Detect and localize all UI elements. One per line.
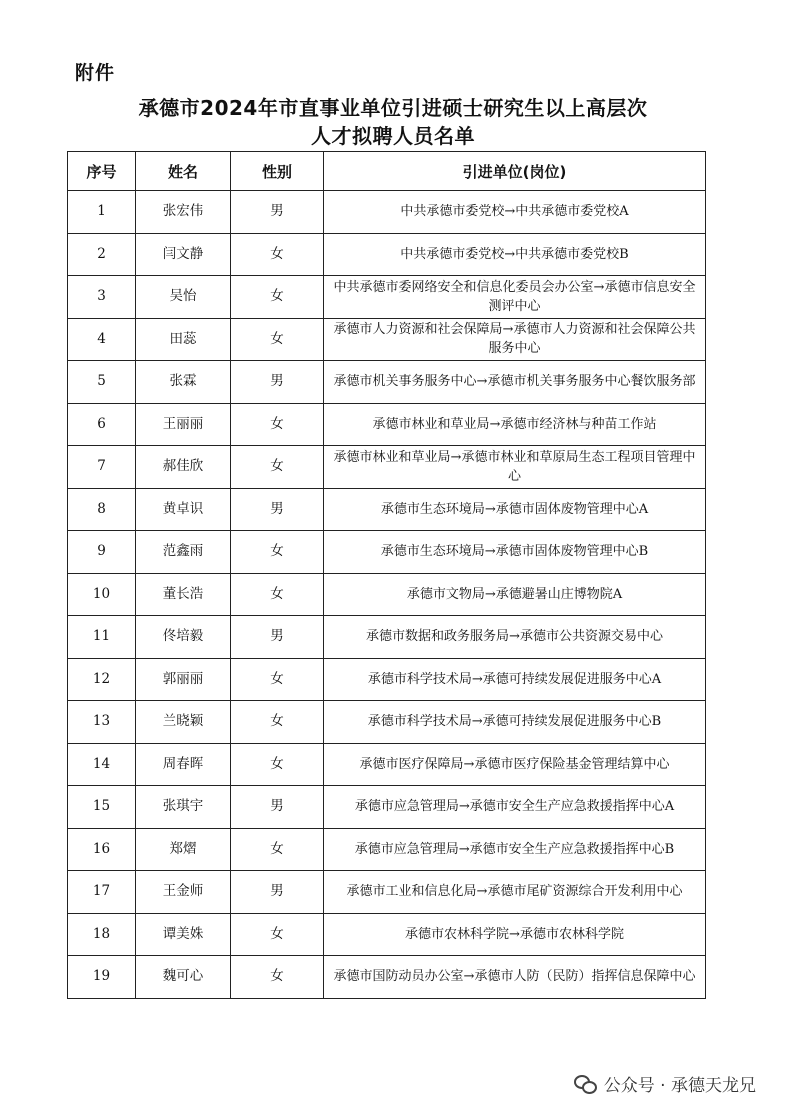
cell-name: 闫文静 xyxy=(136,233,231,276)
document-title-line1: 承德市2024年市直事业单位引进硕士研究生以上高层次 xyxy=(138,96,648,120)
table-row xyxy=(68,701,706,744)
cell-gender: 女 xyxy=(231,573,324,616)
cell-name: 郭丽丽 xyxy=(136,658,231,701)
cell-name: 吴怡 xyxy=(136,276,231,319)
cell-index: 11 xyxy=(68,616,136,659)
cell-gender: 女 xyxy=(231,446,324,489)
table-row xyxy=(68,956,706,999)
cell-index: 9 xyxy=(68,531,136,574)
table-row xyxy=(68,786,706,829)
table-row xyxy=(68,403,706,446)
cell-index: 7 xyxy=(68,446,136,489)
cell-gender: 女 xyxy=(231,276,324,319)
cell-name: 郑熠 xyxy=(136,828,231,871)
cell-name: 魏可心 xyxy=(136,956,231,999)
cell-gender: 女 xyxy=(231,318,324,361)
cell-index: 6 xyxy=(68,403,136,446)
cell-name: 周春晖 xyxy=(136,743,231,786)
cell-gender: 男 xyxy=(231,786,324,829)
cell-name: 张宏伟 xyxy=(136,191,231,234)
cell-name: 张琪宇 xyxy=(136,786,231,829)
table-row xyxy=(68,318,706,361)
cell-name: 谭美姝 xyxy=(136,913,231,956)
table-header-row xyxy=(68,152,706,191)
cell-index: 4 xyxy=(68,318,136,361)
cell-unit: 承德市生态环境局→承德市固体废物管理中心A xyxy=(324,488,706,531)
header-unit: 引进单位(岗位) xyxy=(324,152,706,191)
cell-name: 郝佳欣 xyxy=(136,446,231,489)
cell-unit: 承德市生态环境局→承德市固体废物管理中心B xyxy=(324,531,706,574)
cell-gender: 女 xyxy=(231,658,324,701)
cell-index: 10 xyxy=(68,573,136,616)
cell-unit: 承德市数据和政务服务局→承德市公共资源交易中心 xyxy=(324,616,706,659)
table-row xyxy=(68,531,706,574)
cell-gender: 女 xyxy=(231,403,324,446)
table-row xyxy=(68,658,706,701)
cell-index: 8 xyxy=(68,488,136,531)
cell-unit: 承德市应急管理局→承德市安全生产应急救援指挥中心B xyxy=(324,828,706,871)
wechat-icon xyxy=(574,1075,596,1093)
cell-index: 5 xyxy=(68,361,136,404)
cell-unit: 承德市农林科学院→承德市农林科学院 xyxy=(324,913,706,956)
cell-unit: 承德市林业和草业局→承德市经济林与种苗工作站 xyxy=(324,403,706,446)
watermark-text: 公众号 · 承德天龙兄 xyxy=(603,1076,756,1096)
document-title-line2: 人才拟聘人员名单 xyxy=(311,124,475,148)
cell-index: 14 xyxy=(68,743,136,786)
table-row xyxy=(68,446,706,489)
candidate-table xyxy=(67,151,706,999)
header-name: 姓名 xyxy=(136,152,231,191)
cell-index: 18 xyxy=(68,913,136,956)
cell-unit: 承德市机关事务服务中心→承德市机关事务服务中心餐饮服务部 xyxy=(324,361,706,404)
annex-label: 附件 xyxy=(75,62,116,84)
cell-name: 王金师 xyxy=(136,871,231,914)
cell-gender: 男 xyxy=(231,488,324,531)
cell-index: 16 xyxy=(68,828,136,871)
cell-unit: 承德市科学技术局→承德可持续发展促进服务中心A xyxy=(324,658,706,701)
cell-index: 15 xyxy=(68,786,136,829)
cell-index: 3 xyxy=(68,276,136,319)
cell-gender: 男 xyxy=(231,871,324,914)
cell-name: 兰晓颖 xyxy=(136,701,231,744)
cell-gender: 女 xyxy=(231,701,324,744)
header-gender: 性别 xyxy=(231,152,324,191)
cell-unit: 承德市林业和草业局→承德市林业和草原局生态工程项目管理中心 xyxy=(324,446,706,489)
cell-unit: 中共承德市委党校→中共承德市委党校B xyxy=(324,233,706,276)
table-row xyxy=(68,488,706,531)
table-row xyxy=(68,361,706,404)
cell-index: 17 xyxy=(68,871,136,914)
header-index: 序号 xyxy=(68,152,136,191)
cell-name: 黄卓识 xyxy=(136,488,231,531)
table-row xyxy=(68,276,706,319)
wechat-account-watermark xyxy=(574,1071,756,1096)
cell-name: 田蕊 xyxy=(136,318,231,361)
cell-name: 董长浩 xyxy=(136,573,231,616)
cell-index: 13 xyxy=(68,701,136,744)
cell-unit: 承德市国防动员办公室→承德市人防（民防）指挥信息保障中心 xyxy=(324,956,706,999)
cell-name: 张霖 xyxy=(136,361,231,404)
cell-gender: 女 xyxy=(231,233,324,276)
cell-index: 1 xyxy=(68,191,136,234)
cell-index: 2 xyxy=(68,233,136,276)
cell-name: 佟培毅 xyxy=(136,616,231,659)
cell-name: 王丽丽 xyxy=(136,403,231,446)
table-row xyxy=(68,191,706,234)
cell-unit: 承德市人力资源和社会保障局→承德市人力资源和社会保障公共服务中心 xyxy=(324,318,706,361)
cell-index: 19 xyxy=(68,956,136,999)
table-row xyxy=(68,828,706,871)
cell-unit: 中共承德市委网络安全和信息化委员会办公室→承德市信息安全测评中心 xyxy=(324,276,706,319)
cell-unit: 承德市文物局→承德避暑山庄博物院A xyxy=(324,573,706,616)
table-row xyxy=(68,743,706,786)
cell-gender: 女 xyxy=(231,913,324,956)
cell-gender: 男 xyxy=(231,616,324,659)
table-row xyxy=(68,616,706,659)
cell-unit: 承德市应急管理局→承德市安全生产应急救援指挥中心A xyxy=(324,786,706,829)
cell-gender: 男 xyxy=(231,361,324,404)
table-row xyxy=(68,573,706,616)
cell-unit: 承德市科学技术局→承德可持续发展促进服务中心B xyxy=(324,701,706,744)
cell-gender: 女 xyxy=(231,956,324,999)
cell-unit: 承德市工业和信息化局→承德市尾矿资源综合开发利用中心 xyxy=(324,871,706,914)
table-row xyxy=(68,913,706,956)
table-row xyxy=(68,233,706,276)
cell-unit: 中共承德市委党校→中共承德市委党校A xyxy=(324,191,706,234)
cell-gender: 女 xyxy=(231,743,324,786)
cell-gender: 女 xyxy=(231,531,324,574)
cell-gender: 男 xyxy=(231,191,324,234)
table-row xyxy=(68,871,706,914)
cell-unit: 承德市医疗保障局→承德市医疗保险基金管理结算中心 xyxy=(324,743,706,786)
cell-name: 范鑫雨 xyxy=(136,531,231,574)
cell-gender: 女 xyxy=(231,828,324,871)
cell-index: 12 xyxy=(68,658,136,701)
